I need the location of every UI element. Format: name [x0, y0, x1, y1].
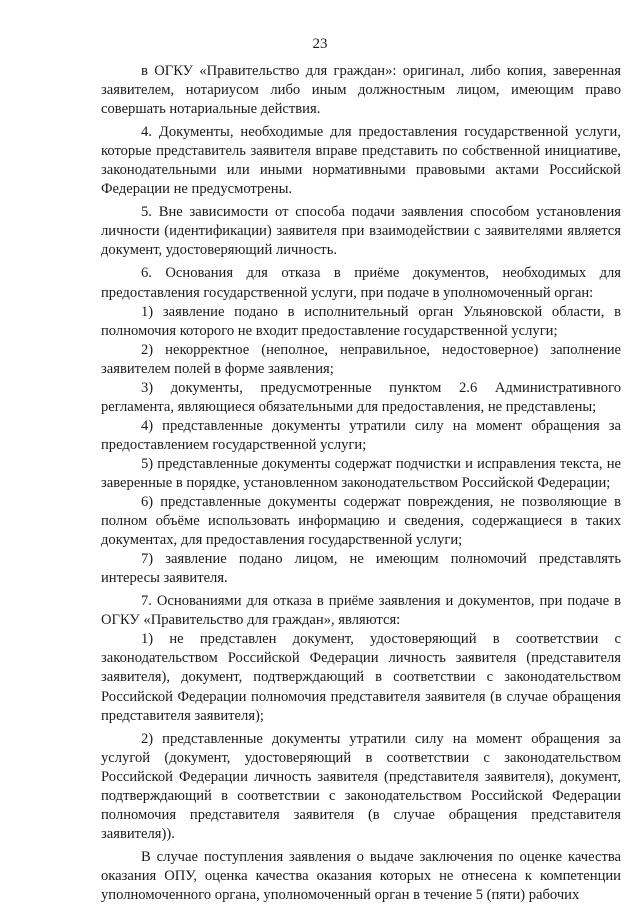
page-number: 23: [312, 36, 328, 52]
subitem-6-1: 1) заявление подано в исполнительный орган Ульяновской области, в полномочия которого не входит предоставление государственной услуги;: [101, 303, 621, 339]
subitem-6-3: 3) документы, предусмотренные пунктом 2.6 Административного регламента, являющиеся обязательными для предоставления, не представлены;: [101, 379, 621, 415]
paragraph-continuation: в ОГКУ «Правительство для граждан»: оригинал, либо копия, заверенная заявителем, нотариусом либо иным должностным лицом, имеющим право совершать нотариальные действия.: [101, 63, 621, 118]
paragraph-item-7: 7. Основаниями для отказа в приёме заявления и документов, при подаче в ОГКУ «Правительство для граждан», являются:: [101, 593, 621, 629]
subitem-6-6: 6) представленные документы содержат повреждения, не позволяющие в полном объёме использовать информацию и сведения, содержащиеся в таких документах, для предоставления государственной услуги;: [101, 494, 621, 549]
paragraph-assessment-case: В случае поступления заявления о выдаче заключения по оценке качества оказания ОПУ, оценка качества оказания которых не отнесена к компетенции уполномоченного органа, уполномоченный орган в течение 5 (пяти) рабочих: [101, 848, 621, 903]
paragraph-item-5: 5. Вне зависимости от способа подачи заявления способом установления личности (идентификации) заявителя при взаимодействии с заявителями является документ, удостоверяющий личность.: [101, 204, 621, 259]
paragraph-item-4: 4. Документы, необходимые для предоставления государственной услуги, которые представитель заявителя вправе представить по собственной инициативе, законодательными или иными нормативными правовыми актами Российской Федерации не предусмотрены.: [101, 124, 621, 198]
subitem-6-2: 2) некорректное (неполное, неправильное, недостоверное) заполнение заявителем полей в форме заявления;: [101, 341, 621, 377]
subitem-7-1: 1) не представлен документ, удостоверяющий в соответствии с законодательством Российской Федерации личность заявителя (представителя заявителя), документ, подтверждающий в соответствии с законодательством Российской Федерации полномочия представителя заявителя (в случае обращения представителя заявителя);: [101, 631, 621, 724]
subitem-7-2: 2) представленные документы утратили силу на момент обращения за услугой (документ, удостоверяющий в соответствии с законодательством Российской Федерации личность заявителя (представителя заявителя), документ, подтверждающий в соответствии с законодательством Российской Федерации полномочия представителя заявителя (в случае обращения представителя заявителя)).: [101, 730, 621, 842]
document-body: [101, 62, 621, 905]
subitem-6-5: 5) представленные документы содержат подчистки и исправления текста, не заверенные в порядке, установленном законодательством Российской Федерации;: [101, 455, 621, 491]
subitem-6-4: 4) представленные документы утратили силу на момент обращения за предоставлением государственной услуги;: [101, 417, 621, 453]
paragraph-item-6: 6. Основания для отказа в приёме документов, необходимых для предоставления государственной услуги, при подаче в уполномоченный орган:: [101, 265, 621, 301]
subitem-6-7: 7) заявление подано лицом, не имеющим полномочий представлять интересы заявителя.: [101, 551, 621, 587]
